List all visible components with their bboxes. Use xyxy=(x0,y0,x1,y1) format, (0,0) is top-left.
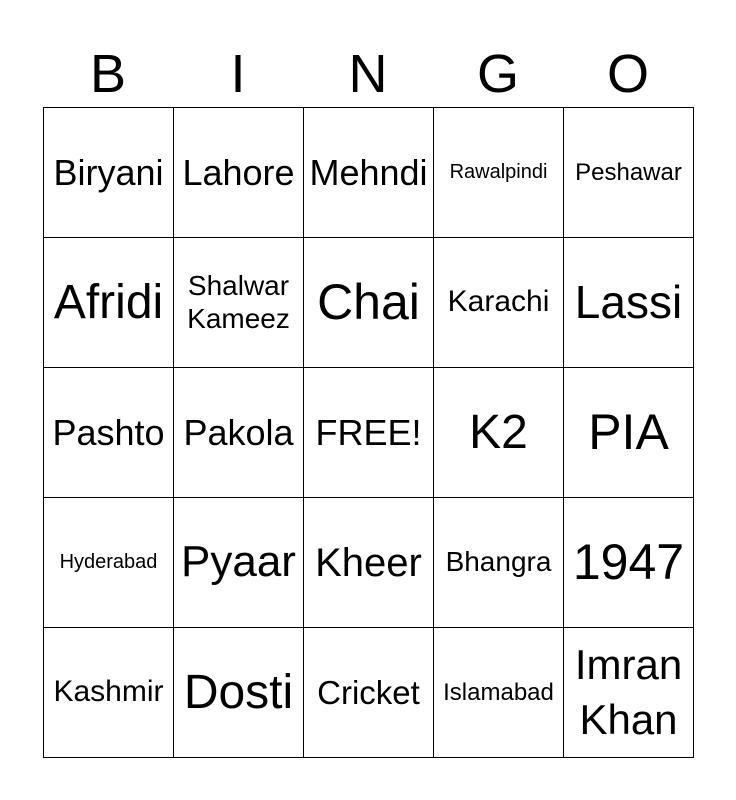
bingo-cell[interactable]: Pakola xyxy=(174,368,304,498)
bingo-cell[interactable]: Pashto xyxy=(44,368,174,498)
bingo-cell[interactable]: Rawalpindi xyxy=(434,108,564,238)
bingo-cell[interactable]: Karachi xyxy=(434,238,564,368)
bingo-cell[interactable]: Kheer xyxy=(304,498,434,628)
bingo-cell[interactable]: Afridi xyxy=(44,238,174,368)
header-letter-i: I xyxy=(230,44,246,104)
bingo-cell[interactable]: Islamabad xyxy=(434,628,564,758)
header-letter-g: G xyxy=(476,44,519,104)
header-letter-n: N xyxy=(348,44,388,104)
bingo-cell[interactable]: PIA xyxy=(564,368,694,498)
bingo-cell[interactable]: Bhangra xyxy=(434,498,564,628)
bingo-cell[interactable]: Cricket xyxy=(304,628,434,758)
bingo-cell[interactable]: Chai xyxy=(304,238,434,368)
bingo-cell[interactable]: Imran Khan xyxy=(564,628,694,758)
bingo-cell[interactable]: Biryani xyxy=(44,108,174,238)
bingo-cell[interactable]: Lassi xyxy=(564,238,694,368)
bingo-cell[interactable]: Shalwar Kameez xyxy=(174,238,304,368)
bingo-cell[interactable]: Kashmir xyxy=(44,628,174,758)
bingo-cell[interactable]: Hyderabad xyxy=(44,498,174,628)
bingo-grid xyxy=(43,107,694,758)
bingo-cell[interactable]: K2 xyxy=(434,368,564,498)
free-space-cell[interactable]: FREE! xyxy=(304,368,434,498)
header-letter-o: O xyxy=(606,44,649,104)
bingo-cell[interactable]: Lahore xyxy=(174,108,304,238)
bingo-cell[interactable]: Dosti xyxy=(174,628,304,758)
bingo-cell[interactable]: Peshawar xyxy=(564,108,694,238)
bingo-cell[interactable]: Mehndi xyxy=(304,108,434,238)
bingo-cell[interactable]: 1947 xyxy=(564,498,694,628)
header-letter-b: B xyxy=(89,44,127,104)
bingo-header xyxy=(43,42,693,106)
bingo-cell[interactable]: Pyaar xyxy=(174,498,304,628)
